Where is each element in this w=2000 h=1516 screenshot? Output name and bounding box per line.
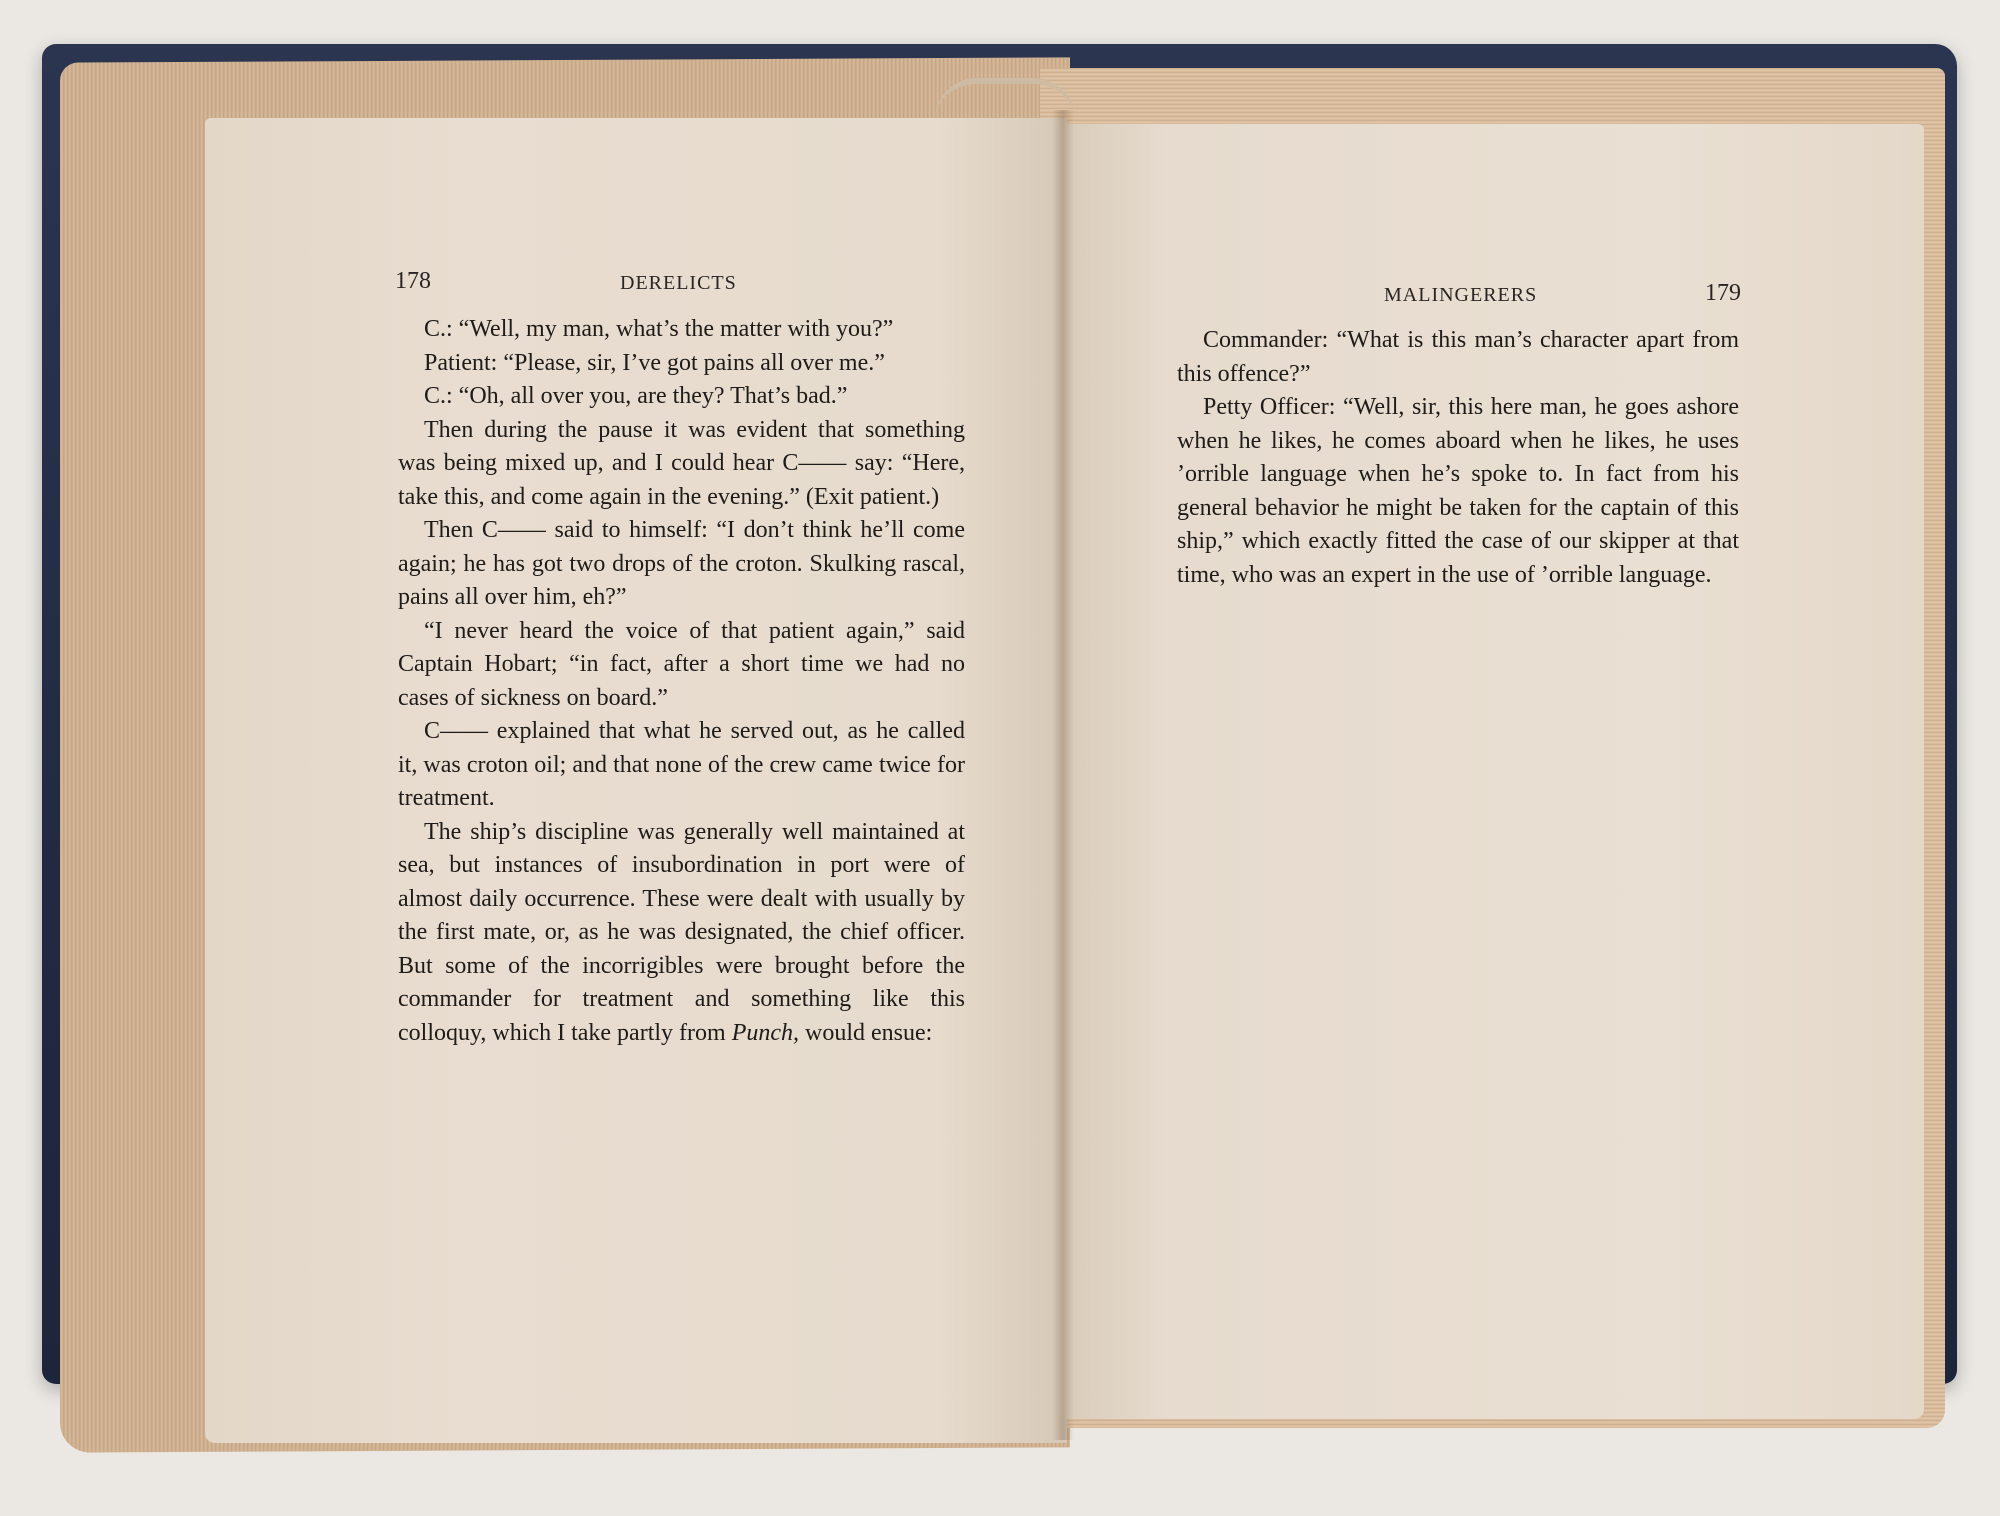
bookmark-ribbon bbox=[935, 78, 1075, 120]
paragraph: C.: “Well, my man, what’s the matter with you?” bbox=[424, 316, 894, 342]
paragraph: Then during the pause it was evident that something was being mixed up, and I could hear C—— say: “Here, take this, and come again in the evening.” (Exit patient.) bbox=[398, 416, 965, 510]
paragraph: Petty Officer: “Well, sir, this here man, he goes ashore when he likes, he comes aboard when he likes, he uses ’orrible language when he’s spoke to. In fact from his general behavior he might be taken for the captain of this ship,” which exactly fitted the case of our skipper at that time, who was an expert in the use of ’orrible language. bbox=[1177, 394, 1739, 588]
paragraph: Then C—— said to himself: “I don’t think he’ll come again; he has got two drops of the croton. Skulking rascal, pains all over him, eh?” bbox=[398, 517, 965, 610]
left-page bbox=[205, 118, 1067, 1443]
page-number: 178 bbox=[395, 268, 431, 294]
page-number: 179 bbox=[1705, 280, 1741, 306]
paragraph: C—— explained that what he served out, as he called it, was croton oil; and that none of the crew came twice for treatment. bbox=[398, 718, 965, 811]
italic-title: Punch, bbox=[731, 1019, 799, 1046]
running-head: MALINGERERS bbox=[1384, 284, 1538, 306]
paragraph: Commander: “What is this man’s character apart from this offence?” bbox=[1177, 327, 1739, 387]
book-gutter bbox=[1052, 110, 1074, 1440]
paragraph: C.: “Oh, all over you, are they? That’s bad.” bbox=[424, 383, 848, 409]
paragraph-tail: would ensue: bbox=[799, 1019, 933, 1046]
paragraph-text: The ship’s discipline was generally well maintained at sea, but instances of insubordination in port were of almost daily occurrence. These were dealt with usually by the first mate, or, as he was designated, the chief officer. But some of the incorrigibles were brought before the commander for treatment and something like this colloquy, which I take partly from bbox=[398, 818, 965, 1046]
running-head: DERELICTS bbox=[620, 272, 737, 294]
body-text bbox=[398, 313, 965, 1050]
right-page bbox=[1062, 124, 1924, 1419]
paragraph: Patient: “Please, sir, I’ve got pains all over me.” bbox=[424, 349, 885, 376]
paragraph: “I never heard the voice of that patient again,” said Captain Hobart; “in fact, after a short time we had no cases of sickness on board.” bbox=[398, 617, 965, 711]
body-text bbox=[1177, 324, 1739, 592]
paragraph-last bbox=[398, 816, 965, 1051]
